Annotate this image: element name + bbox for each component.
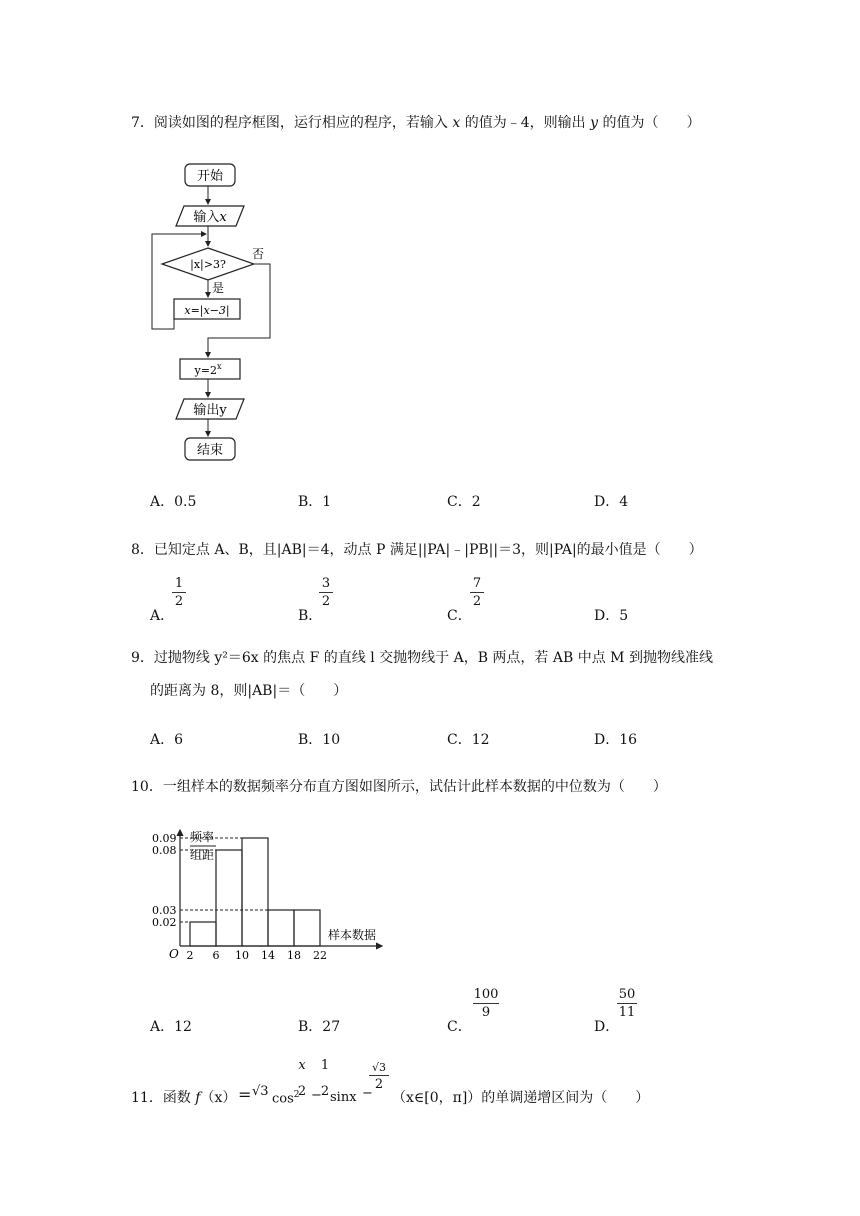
q10-option-c-fraction: 100 9 — [473, 987, 499, 1020]
histogram-bar-18-22 — [294, 910, 320, 946]
x-tick-label: 18 — [287, 949, 301, 962]
q8-option-c[interactable]: C． — [447, 608, 472, 624]
q8-option-a-fraction: 1 2 — [172, 577, 186, 608]
q9-option-c[interactable]: C．12 — [447, 732, 490, 748]
histogram-bar-10-14 — [242, 838, 268, 946]
q8-option-c-fraction: 7 2 — [470, 577, 484, 608]
q7-option-d[interactable]: D．4 — [594, 494, 629, 510]
y-axis-label-bottom: 组距 — [190, 848, 215, 862]
q11-minus-1: − — [311, 1088, 322, 1103]
histogram-bar-6-10 — [216, 850, 242, 946]
q11-equals: = — [238, 1085, 252, 1104]
q8-option-a[interactable]: A． — [150, 608, 175, 624]
q7-option-c[interactable]: C．2 — [447, 494, 481, 510]
x-axis-label: 样本数据 — [328, 928, 377, 942]
q10-stem: 10．一组样本的数据频率分布直方图如图所示，试估计此样本数据的中位数为（ ） — [131, 779, 667, 795]
flow-assign-label: x=|x−3| — [184, 304, 230, 317]
q10-option-a[interactable]: A．12 — [150, 1019, 192, 1035]
q7-option-b[interactable]: B．1 — [298, 494, 332, 510]
q9-option-a[interactable]: A．6 — [150, 732, 184, 748]
q8-option-b-fraction: 3 2 — [319, 577, 333, 608]
q11-sqrt3-over-2: √3 2 — [369, 1062, 389, 1091]
q11-one-half: 1 2 — [320, 1058, 330, 1099]
flow-start-label: 开始 — [196, 169, 224, 184]
flow-calc-label: $y=2^x$ — [194, 362, 222, 377]
q9-option-b[interactable]: B．10 — [298, 732, 341, 748]
origin-label: O — [169, 947, 179, 961]
q11-sinx: sinx — [330, 1090, 357, 1105]
y-tick-label: 0.09 — [152, 832, 177, 845]
flow-input-label: 输入x — [193, 210, 227, 225]
x-tick-label: 14 — [261, 949, 275, 962]
q10-option-d[interactable]: D． — [594, 1019, 620, 1035]
q7-option-a[interactable]: A．0.5 — [150, 494, 197, 510]
q10-option-b[interactable]: B．27 — [298, 1019, 341, 1035]
x-tick-label: 22 — [313, 949, 327, 962]
q7-stem: 7．阅读如图的程序框图，运行相应的程序，若输入 x 的值为﹣4，则输出 y 的值为（ ） — [131, 115, 701, 131]
q11-stem-prefix: 11．函数 f（x） — [131, 1090, 237, 1106]
q8-stem: 8．已知定点 A、B，且|AB|＝4，动点 P 满足||PA|﹣|PB||＝3，则|PA|的最小值是（ ） — [131, 542, 703, 558]
flow-yes-label: 是 — [212, 281, 225, 295]
flow-output-label: 输出y — [193, 403, 227, 418]
histogram-bar-14-18 — [268, 910, 294, 946]
q8-option-d[interactable]: D．5 — [594, 608, 629, 624]
y-axis-label-top: 频率 — [190, 830, 215, 844]
x-tick-label: 6 — [212, 949, 220, 962]
flowchart — [140, 158, 290, 463]
q9-stem-line2: 的距离为 8，则|AB|＝（ ） — [150, 683, 348, 699]
histogram-chart — [150, 826, 390, 966]
q8-option-b[interactable]: B． — [298, 608, 323, 624]
x-tick-label: 2 — [186, 949, 194, 962]
q9-stem-line1: 9．过抛物线 y²＝6x 的焦点 F 的直线 l 交抛物线于 A，B 两点，若 AB 中点 M 到抛物线准线 — [131, 650, 713, 666]
q11-sqrt3: √3 — [252, 1084, 269, 1099]
y-tick-label: 0.02 — [152, 916, 177, 929]
q11-domain-text: （x∈[0，π]）的单调递增区间为（ ） — [392, 1090, 650, 1106]
q11-x-over-2: x 2 — [297, 1058, 307, 1099]
histogram-bar-2-6 — [190, 922, 216, 946]
q10-option-d-fraction: 50 11 — [618, 987, 636, 1020]
y-tick-label: 0.03 — [152, 904, 177, 917]
y-tick-label: 0.08 — [152, 844, 177, 857]
q10-option-c[interactable]: C． — [447, 1019, 472, 1035]
q11-cos: $\cos^2$ — [272, 1090, 300, 1107]
flow-no-label: 否 — [252, 247, 265, 261]
flow-decision-label: |x|>3? — [190, 258, 226, 271]
q9-option-d[interactable]: D．16 — [594, 732, 638, 748]
x-tick-label: 10 — [235, 949, 249, 962]
q11-minus-2: − — [362, 1086, 373, 1101]
flow-end-label: 结束 — [196, 443, 224, 458]
